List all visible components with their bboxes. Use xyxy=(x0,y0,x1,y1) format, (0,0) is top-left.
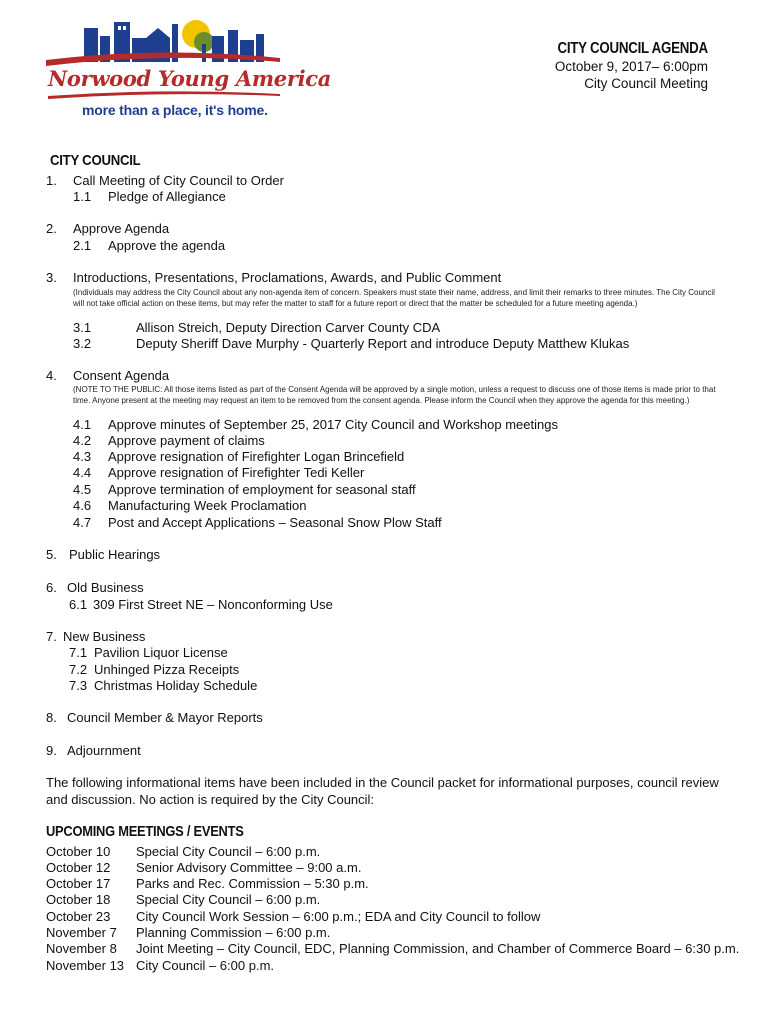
subitem-number: 1.1 xyxy=(73,189,92,204)
item-number: 4. xyxy=(46,368,57,383)
subitem-text: Post and Accept Applications – Seasonal Snow Plow Staff xyxy=(108,515,442,530)
event-row xyxy=(46,860,746,876)
event-description: Special City Council – 6:00 p.m. xyxy=(136,844,321,859)
subitem-text: Approve payment of claims xyxy=(108,433,265,448)
event-date: October 23 xyxy=(46,909,111,924)
event-date: October 18 xyxy=(46,892,111,907)
item-number: 7. xyxy=(46,629,57,644)
item-text: Old Business xyxy=(67,580,144,595)
item-number: 6. xyxy=(46,580,57,595)
subitem-number: 7.1 xyxy=(69,645,88,660)
event-date: November 8 xyxy=(46,941,117,956)
item-number: 2. xyxy=(46,221,57,236)
subitem-text: Pledge of Allegiance xyxy=(108,189,226,204)
subitem-number: 3.2 xyxy=(73,336,92,351)
event-description: Joint Meeting – City Council, EDC, Planning Commission, and Chamber of Commerce Board – 6:30 p.m. xyxy=(136,941,740,956)
item-text: Adjournment xyxy=(67,743,141,758)
subitem-number: 4.4 xyxy=(73,465,92,480)
item-number: 8. xyxy=(46,710,57,725)
event-row xyxy=(46,909,746,925)
subitem-text: Unhinged Pizza Receipts xyxy=(94,662,240,677)
event-date: November 13 xyxy=(46,958,125,973)
subitem-text: Approve minutes of September 25, 2017 City Council and Workshop meetings xyxy=(108,417,558,432)
item-text: Consent Agenda xyxy=(73,368,170,383)
subitem-text: Approve resignation of Firefighter Logan Brincefield xyxy=(108,449,405,464)
public-comment-note: (Individuals may address the City Council about any non-agenda item of concern. Speakers must state their name, address, and limit their remarks to three minutes. The City Council will not take official action on these items, but may refer the matter to staff for a future report or direct that the matter be scheduled for a future meeting agenda.) xyxy=(73,288,715,308)
event-row xyxy=(46,844,746,860)
item-text: New Business xyxy=(63,629,146,644)
event-date: October 12 xyxy=(46,860,111,875)
subitem-number: 4.7 xyxy=(73,515,92,530)
subitem-number: 4.2 xyxy=(73,433,92,448)
event-row xyxy=(46,892,746,908)
event-row xyxy=(46,958,746,974)
subitem-text: Christmas Holiday Schedule xyxy=(94,678,258,693)
event-date: November 7 xyxy=(46,925,117,940)
subitem-text: Deputy Sheriff Dave Murphy - Quarterly Report and introduce Deputy Matthew Klukas xyxy=(136,336,630,351)
subitem-text: Allison Streich, Deputy Direction Carver County CDA xyxy=(136,320,441,335)
informational-note: The following informational items have been included in the Council packet for informational purposes, council review and discussion. No action is required by the City Council: xyxy=(46,775,719,807)
subitem-number: 4.3 xyxy=(73,449,92,464)
event-description: City Council Work Session – 6:00 p.m.; EDA and City Council to follow xyxy=(136,909,541,924)
meeting-date: October 9, 2017– 6:00pm xyxy=(554,59,708,74)
item-number: 5. xyxy=(46,547,57,562)
subitem-number: 7.3 xyxy=(69,678,88,693)
meeting-type: City Council Meeting xyxy=(584,76,708,91)
event-description: Senior Advisory Committee – 9:00 a.m. xyxy=(136,860,362,875)
subitem-number: 2.1 xyxy=(73,238,92,253)
subitem-text: Pavilion Liquor License xyxy=(94,645,228,660)
subitem-text: Manufacturing Week Proclamation xyxy=(108,498,307,513)
consent-note: (NOTE TO THE PUBLIC: All those items listed as part of the Consent Agenda will be approved by a single motion, unless a request to discuss one of those items is made prior to that time. Anyone present at the meeting may request an item to be removed from the consent agenda. Please inform the Council when they approve the agenda for this meeting.) xyxy=(73,385,716,405)
logo-name: Norwood Young America xyxy=(48,66,332,91)
item-text: Public Hearings xyxy=(69,547,161,562)
subitem-number: 3.1 xyxy=(73,320,92,335)
section-title: CITY COUNCIL xyxy=(50,152,141,169)
subitem-text: Approve resignation of Firefighter Tedi Keller xyxy=(108,465,365,480)
subitem-text: 309 First Street NE – Nonconforming Use xyxy=(93,597,333,612)
item-text: Council Member & Mayor Reports xyxy=(67,710,263,725)
item-number: 3. xyxy=(46,270,57,285)
event-description: Planning Commission – 6:00 p.m. xyxy=(136,925,331,940)
city-logo xyxy=(44,16,332,120)
subitem-number: 4.1 xyxy=(73,417,92,432)
item-text: Introductions, Presentations, Proclamations, Awards, and Public Comment xyxy=(73,270,502,285)
event-date: October 10 xyxy=(46,844,111,859)
event-date: October 17 xyxy=(46,876,111,891)
subitem-number: 6.1 xyxy=(69,597,88,612)
agenda-header xyxy=(533,40,708,92)
subitem-number: 4.5 xyxy=(73,482,92,497)
subitem-text: Approve the agenda xyxy=(108,238,226,253)
event-row xyxy=(46,941,746,957)
item-number: 9. xyxy=(46,743,57,758)
event-row xyxy=(46,925,746,941)
logo-tagline: more than a place, it's home. xyxy=(82,102,268,118)
event-description: Special City Council – 6:00 p.m. xyxy=(136,892,321,907)
item-number: 1. xyxy=(46,173,57,188)
event-description: City Council – 6:00 p.m. xyxy=(136,958,275,973)
page-title: CITY COUNCIL AGENDA xyxy=(557,40,708,57)
subitem-text: Approve termination of employment for seasonal staff xyxy=(108,482,416,497)
event-row xyxy=(46,876,746,892)
event-description: Parks and Rec. Commission – 5:30 p.m. xyxy=(136,876,369,891)
subitem-number: 7.2 xyxy=(69,662,88,677)
item-text: Approve Agenda xyxy=(73,221,170,236)
events-title: UPCOMING MEETINGS / EVENTS xyxy=(46,823,244,840)
subitem-number: 4.6 xyxy=(73,498,92,513)
item-text: Call Meeting of City Council to Order xyxy=(73,173,284,188)
